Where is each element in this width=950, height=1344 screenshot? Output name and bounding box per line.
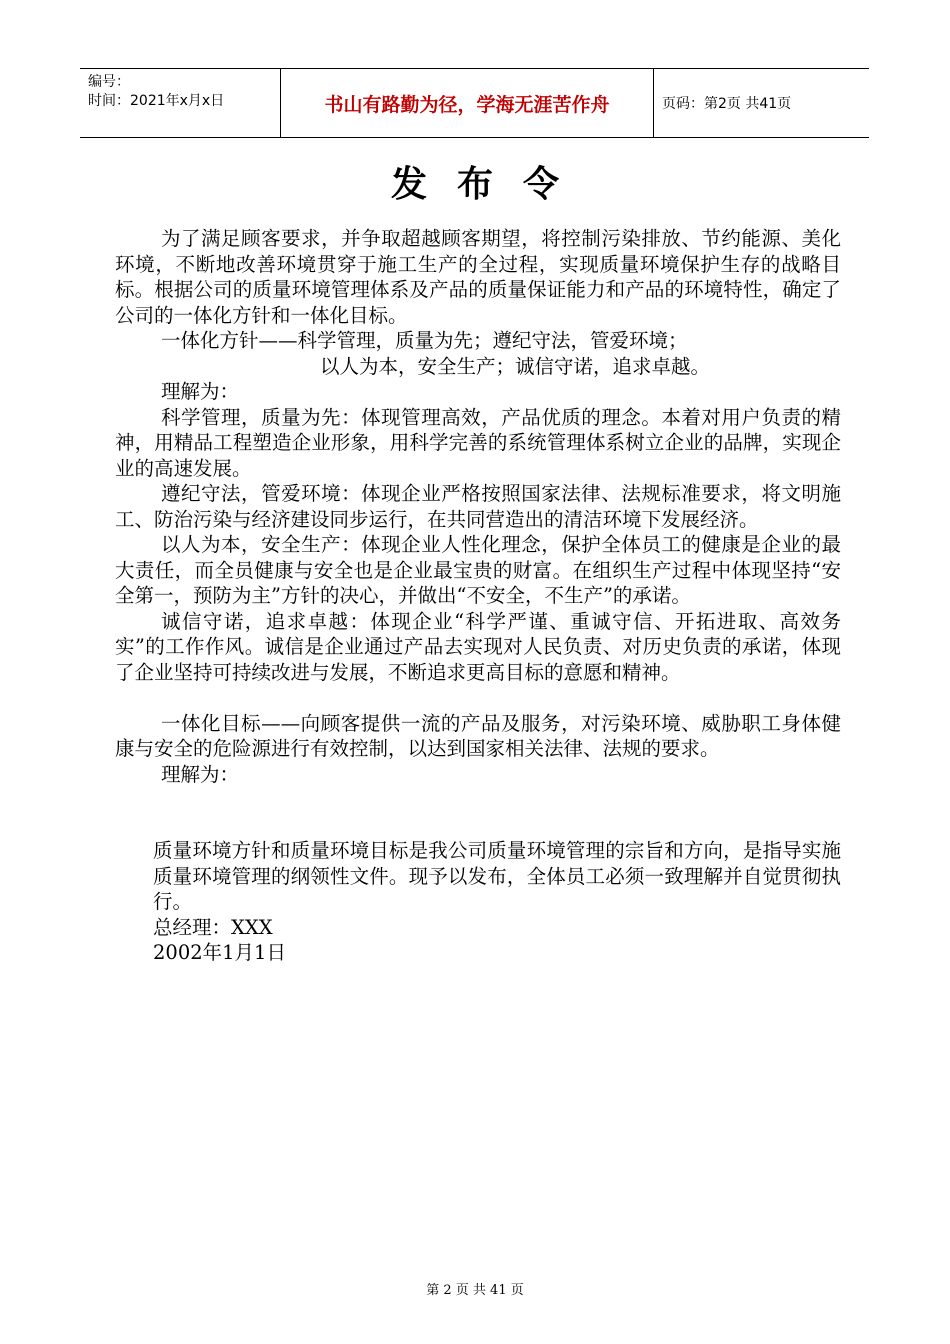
document-body bbox=[115, 226, 841, 966]
page-title: 发布令 bbox=[390, 163, 589, 205]
header-meta bbox=[80, 69, 281, 137]
paragraph-integrity-excellence: 诚信守诺，追求卓越：体现企业“科学严谨、重诚守信、开拓进取、高效务实”的工作作风。诚信是企业通过产品去实现对人民负责、对历史负责的承诺，体现了企业坚持可持续改进与发展，不断追求更高目标的意愿和精神。 bbox=[115, 609, 841, 684]
header-motto: 书山有路勤为径，学海无涯苦作舟 bbox=[281, 69, 654, 137]
page-footer: 第 2 页 共 41 页 bbox=[426, 1283, 524, 1298]
paragraph-integrated-goal: 一体化目标——向顾客提供一流的产品及服务，对污染环境、威胁职工身体健康与安全的危险源进行有效控制，以达到国家相关法律、法规的要求。 bbox=[115, 711, 841, 760]
understand-label-1: 理解为： bbox=[161, 380, 240, 403]
policy-line-2: 以人为本，安全生产；诚信守诺，追求卓越。 bbox=[320, 354, 711, 378]
understand-label-2: 理解为： bbox=[161, 762, 240, 786]
signature: 总经理：XXX bbox=[153, 915, 273, 939]
page-header bbox=[80, 68, 869, 138]
document-number: 编号： bbox=[88, 74, 130, 90]
policy-line-1: 一体化方针——科学管理，质量为先；遵纪守法，管爱环境； bbox=[161, 329, 688, 352]
paragraph-science-management: 科学管理，质量为先：体现管理高效，产品优质的理念。本着对用户负责的精神，用精品工程塑造企业形象，用科学完善的系统管理体系树立企业的品牌，实现企业的高速发展。 bbox=[115, 405, 841, 480]
paragraph-intro: 为了满足顾客要求，并争取超越顾客期望，将控制污染排放、节约能源、美化环境，不断地改善环境贯穿于施工生产的全过程，实现质量环境保护生存的战略目标。根据公司的质量环境管理体系及产品的质量保证能力和产品的环境特性，确定了公司的一体化方针和一体化目标。 bbox=[115, 227, 841, 327]
paragraph-release: 质量环境方针和质量环境目标是我公司质量环境管理的宗旨和方向，是指导实施质量环境管理的纲领性文件。现予以发布，全体员工必须一致理解并自觉贯彻执行。 bbox=[153, 839, 841, 913]
document-time: 时间：2021年x月x日 bbox=[88, 93, 225, 109]
spacer bbox=[115, 787, 841, 838]
release-date: 2002年1月1日 bbox=[153, 941, 286, 964]
header-page-info: 页码：第2页 共41页 bbox=[662, 96, 792, 112]
spacer bbox=[115, 685, 841, 711]
paragraph-law-environment: 遵纪守法，管爱环境：体现企业严格按照国家法律、法规标准要求，将文明施工、防治污染与经济建设同步运行，在共同营造出的清洁环境下发展经济。 bbox=[115, 482, 841, 531]
paragraph-people-safety: 以人为本，安全生产：体现企业人性化理念，保护全体员工的健康是企业的最大责任，而全员健康与安全也是企业最宝贵的财富。在组织生产过程中体现坚持“安全第一，预防为主”方针的决心，并做出“不安全，不生产”的承诺。 bbox=[115, 533, 841, 607]
